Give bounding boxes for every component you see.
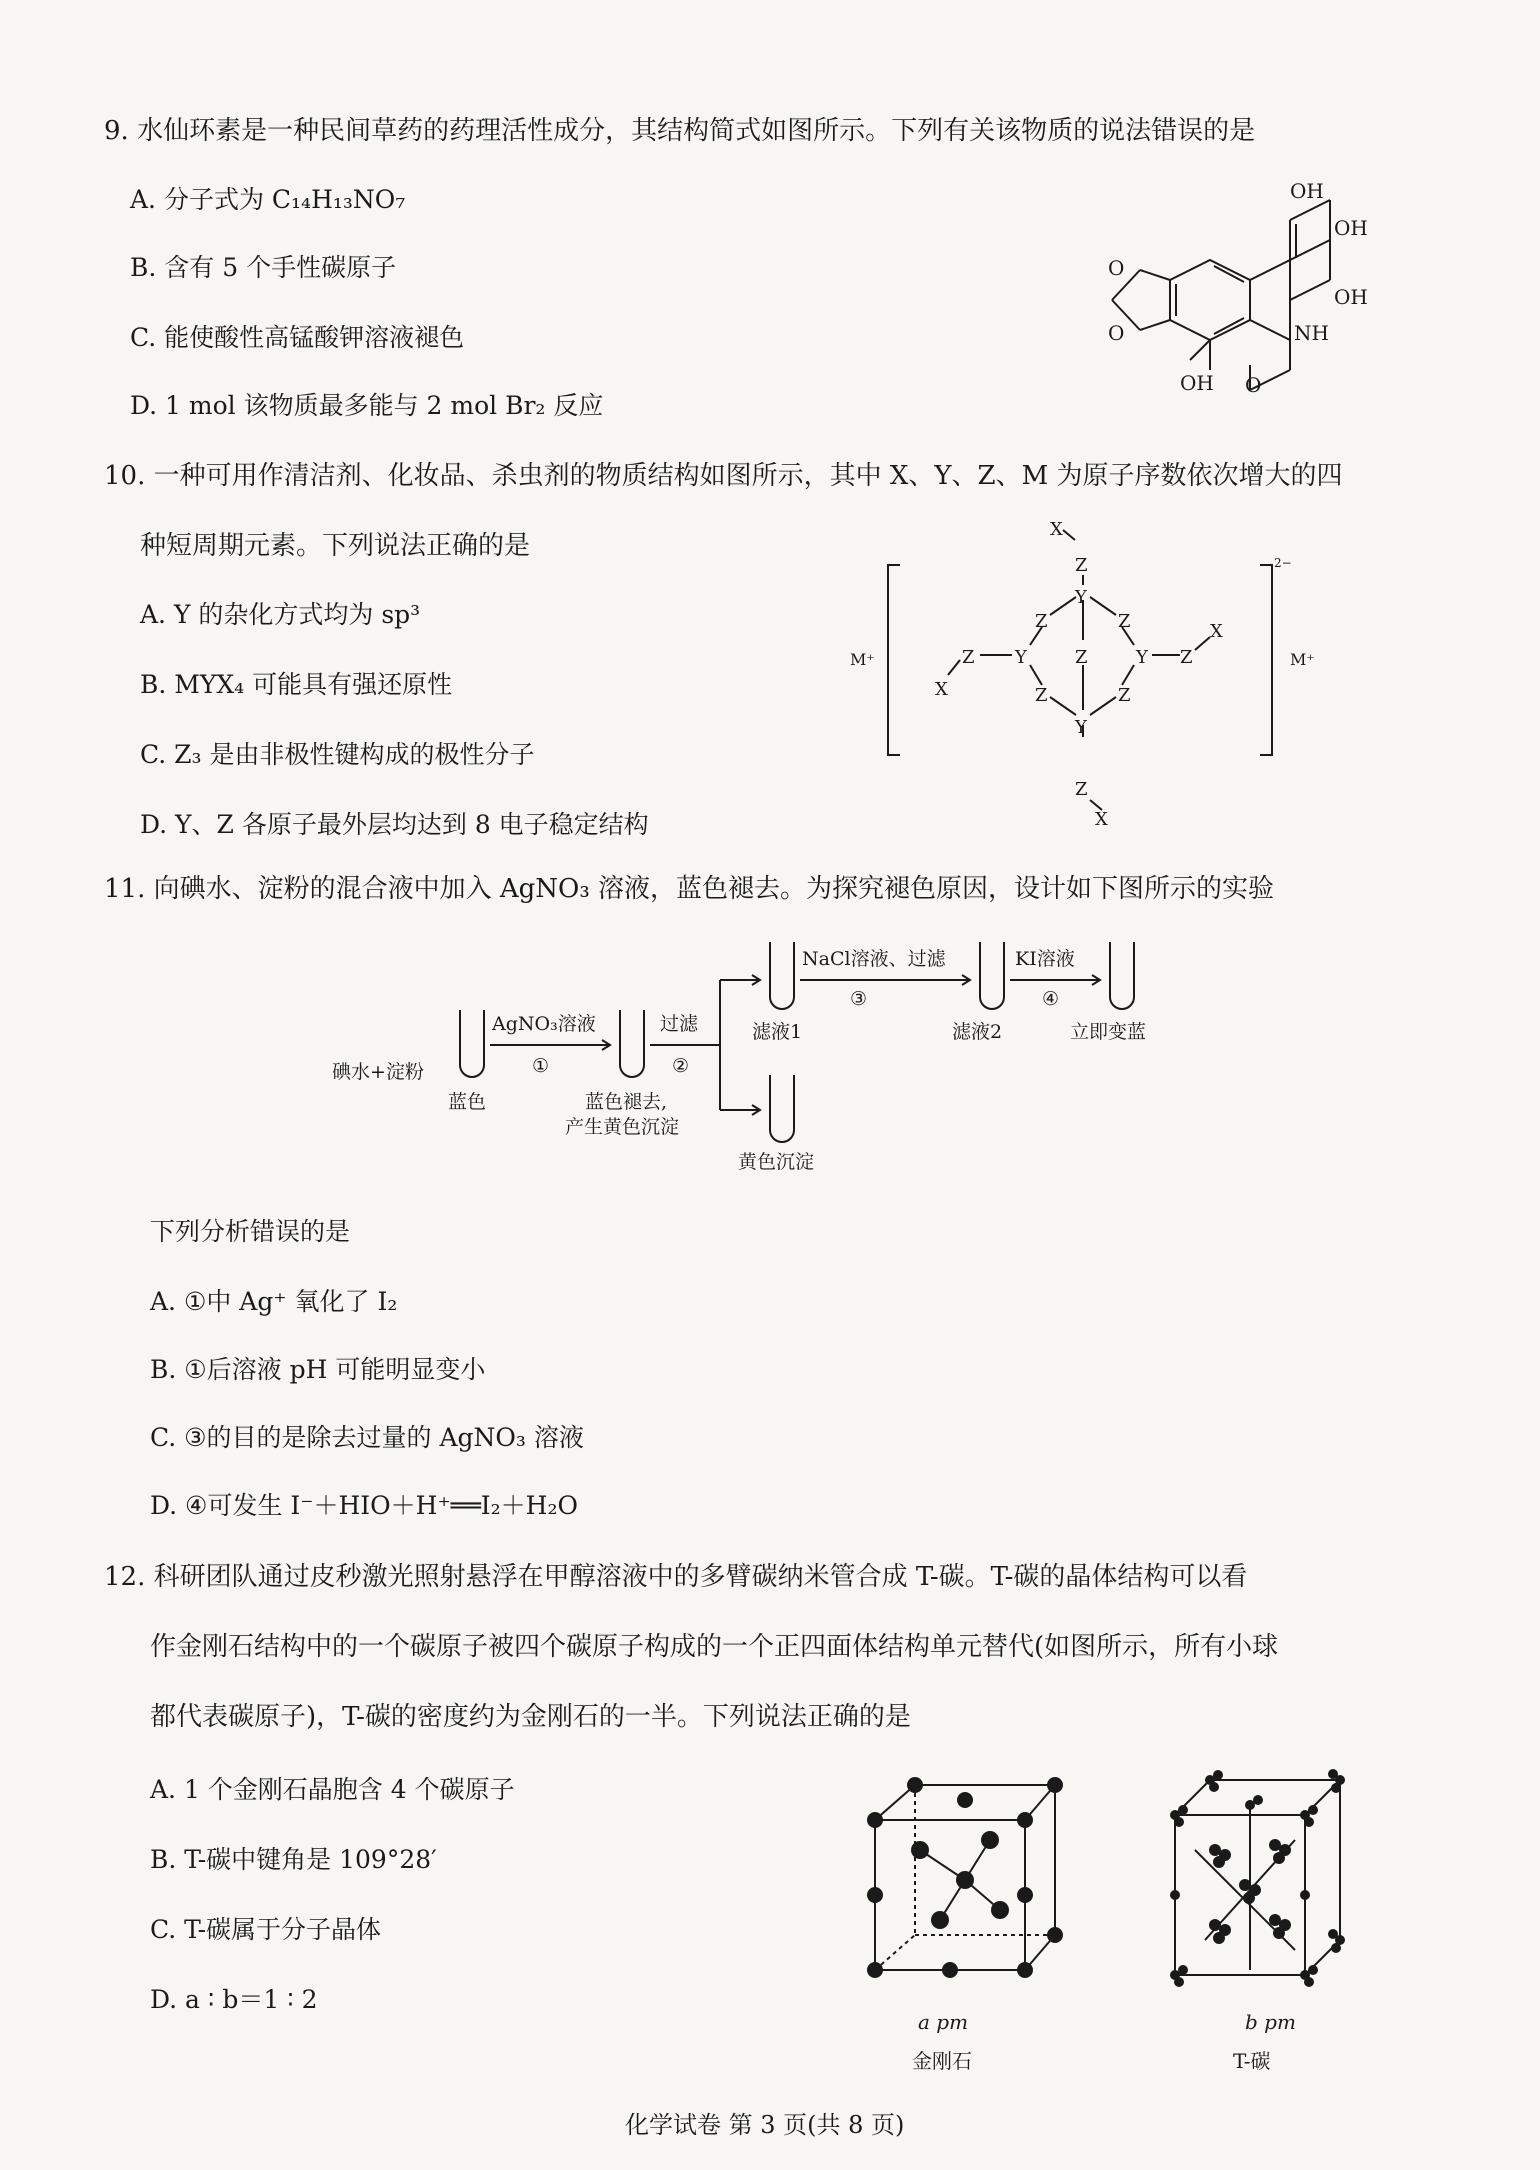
q10-z-right: Z [1180, 647, 1193, 668]
q10-z-1: Z [1035, 611, 1048, 632]
t-carbon-crystal-figure [1155, 1760, 1355, 2010]
q10-m-right: M⁺ [1290, 650, 1315, 669]
q10-m-left: M⁺ [850, 650, 875, 669]
q10-x-right: X [1210, 621, 1223, 642]
q11-option-c: C. ③的目的是除去过量的 AgNO₃ 溶液 [150, 1423, 584, 1452]
q11-prompt: 下列分析错误的是 [150, 1217, 351, 1246]
q11-option-a: A. ①中 Ag⁺ 氧化了 I₂ [150, 1287, 398, 1316]
test-tube-1 [460, 1010, 484, 1077]
q10-z-3: Z [1035, 685, 1048, 706]
q10-z-bottom: Z [1075, 779, 1088, 800]
t-carbon-name-label: T-碳 [1233, 2049, 1271, 2073]
q9-nh-label: NH [1294, 321, 1329, 345]
t-carbon-unit-label: b pm [1245, 2010, 1296, 2034]
q12-option-a: A. 1 个金刚石晶胞含 4 个碳原子 [150, 1775, 515, 1804]
q9-o-label-2: O [1108, 321, 1125, 345]
q11-option-b: B. ①后溶液 pH 可能明显变小 [150, 1355, 486, 1384]
q9-option-c: C. 能使酸性高锰酸钾溶液褪色 [130, 323, 465, 352]
q10-stem-line1: 10. 一种可用作清洁剂、化妆品、杀虫剂的物质结构如图所示，其中 X、Y、Z、M 为原子序数依次增大的四 [104, 461, 1343, 491]
test-tube-3 [770, 942, 794, 1009]
flow-step4-number: ④ [1042, 988, 1060, 1010]
flow-step3-number: ③ [850, 988, 868, 1010]
q10-z-top: Z [1075, 555, 1088, 576]
q10-charge: 2− [1274, 556, 1292, 570]
q10-y-top: Y [1075, 587, 1087, 608]
page-footer: 化学试卷 第 3 页(共 8 页) [625, 2111, 905, 2139]
test-tube-4 [770, 1075, 794, 1142]
q12-stem-line1: 12. 科研团队通过皮秒激光照射悬浮在甲醇溶液中的多臂碳纳米管合成 T-碳。T-碳的晶体结构可以看 [104, 1562, 1248, 1592]
flow-blue-label: 蓝色 [448, 1091, 487, 1113]
q11-option-d: D. ④可发生 I⁻＋HIO＋H⁺══I₂＋H₂O [150, 1491, 578, 1520]
q10-z-4: Z [1118, 685, 1131, 706]
q12-option-c: C. T-碳属于分子晶体 [150, 1915, 382, 1944]
diamond-name-label: 金刚石 [912, 2049, 972, 2073]
q9-oh-label-3: OH [1334, 285, 1368, 309]
q10-option-b: B. MYX₄ 可能具有强还原性 [140, 670, 453, 699]
flow-final-label: 立即变蓝 [1070, 1021, 1147, 1043]
test-tube-2 [620, 1010, 644, 1077]
flow-precipitate-label: 黄色沉淀 [738, 1151, 815, 1173]
q10-z-center: Z [1075, 647, 1088, 668]
q9-oh-label-2: OH [1334, 216, 1368, 240]
q10-option-a: A. Y 的杂化方式均为 sp³ [140, 600, 421, 629]
flow-step2-label: 过滤 [660, 1013, 699, 1035]
q10-z-2: Z [1118, 611, 1131, 632]
q12-stem-line3: 都代表碳原子)，T-碳的密度约为金刚石的一半。下列说法正确的是 [150, 1702, 911, 1732]
q9-oh-label-4: OH [1180, 371, 1214, 395]
flow-filtrate2-label: 滤液2 [952, 1021, 1003, 1043]
test-tube-6 [1110, 942, 1134, 1009]
q9-structure-diagram [1040, 170, 1368, 410]
q11-flow-diagram [320, 930, 1220, 1173]
q10-x-bottom: X [1095, 809, 1108, 830]
flow-start-label: 碘水+淀粉 [332, 1061, 424, 1083]
q9-stem: 9. 水仙环素是一种民间草药的药理活性成分，其结构简式如图所示。下列有关该物质的说法错误的是 [104, 116, 1256, 146]
q10-x-left: X [935, 679, 948, 700]
q10-option-d: D. Y、Z 各原子最外层均达到 8 电子稳定结构 [140, 810, 649, 839]
q10-stem-line2: 种短周期元素。下列说法正确的是 [140, 531, 531, 561]
q12-option-b: B. T-碳中键角是 109°28′ [150, 1845, 437, 1874]
flow-step4-label: KI溶液 [1015, 948, 1075, 970]
flow-result1-line1: 蓝色褪去, [585, 1091, 668, 1113]
q9-oh-label-1: OH [1290, 179, 1324, 203]
q12-stem-line2: 作金刚石结构中的一个碳原子被四个碳原子构成的一个正四面体结构单元替代(如图所示，所有小球 [150, 1632, 1279, 1662]
q10-structure-diagram [850, 515, 1330, 835]
flow-step1-label: AgNO₃溶液 [492, 1013, 596, 1035]
q9-o-label-3: O [1245, 373, 1262, 397]
q9-option-b: B. 含有 5 个手性碳原子 [130, 253, 397, 282]
q12-option-d: D. a ∶ b＝1 ∶ 2 [150, 1985, 318, 2014]
q9-option-d: D. 1 mol 该物质最多能与 2 mol Br₂ 反应 [130, 391, 604, 420]
flow-result1-line2: 产生黄色沉淀 [565, 1116, 680, 1138]
flow-step1-number: ① [532, 1055, 550, 1077]
diamond-unit-label: a pm [918, 2010, 969, 2034]
q10-x-top: X [1050, 519, 1063, 540]
test-tube-5 [980, 942, 1004, 1009]
diamond-crystal-figure [860, 1770, 1070, 2010]
flow-step3-label: NaCl溶液、过滤 [802, 948, 946, 970]
q10-option-c: C. Z₃ 是由非极性键构成的极性分子 [140, 740, 535, 769]
flow-step2-number: ② [672, 1055, 690, 1077]
q10-y-bottom: Y [1075, 717, 1087, 738]
flow-filtrate1-label: 滤液1 [752, 1021, 803, 1043]
q9-option-a: A. 分子式为 C₁₄H₁₃NO₇ [130, 185, 406, 214]
q11-stem: 11. 向碘水、淀粉的混合液中加入 AgNO₃ 溶液，蓝色褪去。为探究褪色原因，设计如下图所示的实验 [104, 874, 1275, 904]
q9-o-label-1: O [1108, 256, 1125, 280]
q10-z-left: Z [962, 647, 975, 668]
q10-y-left: Y [1015, 647, 1027, 668]
q10-y-right: Y [1136, 647, 1148, 668]
